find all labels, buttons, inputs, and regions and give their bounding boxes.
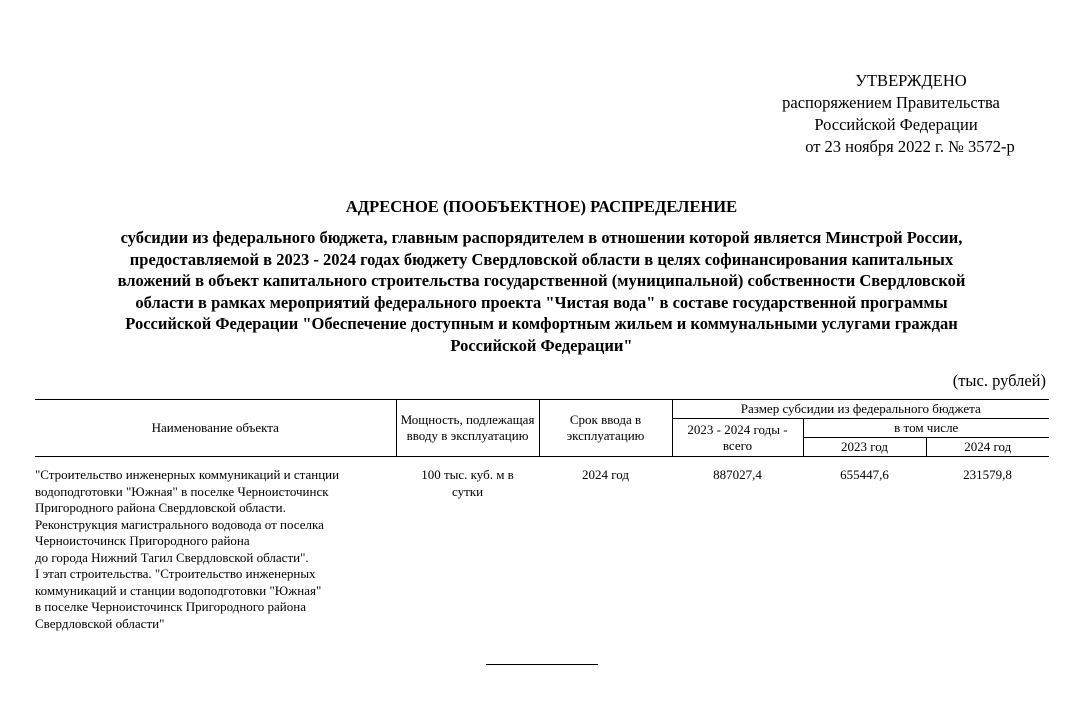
object-name-line: Реконструкция магистрального водовода от поселка	[35, 516, 324, 532]
subtitle-line: области в рамках мероприятий федерального проекта "Чистая вода" в составе государственной программы	[135, 292, 948, 312]
units-label: (тыс. рублей)	[952, 371, 1046, 390]
object-name-line: Свердловской области"	[35, 615, 165, 631]
object-name-line: I этап строительства. "Строительство инженерных	[35, 566, 316, 581]
subtitle-line: предоставляемой в 2023 - 2024 годах бюджету Свердловской области в целях софинансирования капитальных	[129, 249, 954, 269]
approval-block	[741, 70, 1041, 158]
object-name-line: до города Нижний Тагил Свердловской области".	[35, 549, 309, 565]
header-2023: 2023 год	[803, 438, 926, 457]
object-name-line: "Строительство инженерных коммуникаций и станции	[35, 467, 340, 482]
total-cell: 887027,4	[713, 467, 762, 482]
header-2024: 2024 год	[926, 438, 1049, 457]
object-name-line: Пригородного района Свердловской области.	[35, 500, 286, 515]
approval-date-number: от 23 ноября 2022 г. № 3572-р	[805, 137, 1015, 156]
object-name-cell	[35, 457, 396, 633]
object-name-line: в поселке Черноисточинск Пригородного района	[35, 599, 306, 614]
object-name-line: водоподготовки "Южная" в поселке Черноисточинск	[35, 483, 329, 499]
header-object-name: Наименование объекта	[35, 400, 396, 457]
subtitle-line: Российской Федерации "Обеспечение доступным и комфортным жильем и коммунальными услугами граждан	[125, 314, 958, 333]
document-subtitle	[40, 227, 1043, 356]
approval-authority: распоряжением Правительства	[782, 93, 1000, 112]
approval-stamp: УТВЕРЖДЕНО	[855, 71, 967, 90]
object-name-line: коммуникаций и станции водоподготовки "Южная"	[35, 582, 322, 598]
header-total: 2023 - 2024 годы - всего	[672, 419, 803, 457]
distribution-table	[35, 399, 1049, 632]
header-capacity: Мощность, подлежащая вводу в эксплуатацию	[396, 400, 539, 457]
capacity-cell	[396, 457, 539, 633]
header-term: Срок ввода в эксплуатацию	[539, 400, 672, 457]
end-divider	[486, 664, 598, 665]
header-subsidy: Размер субсидии из федерального бюджета	[672, 400, 1049, 419]
approval-government: Российской Федерации	[814, 115, 978, 134]
value-2024-cell: 231579,8	[963, 467, 1012, 482]
value-2023-cell: 655447,6	[840, 467, 889, 482]
subtitle-line: Российской Федерации"	[450, 335, 633, 355]
subtitle-line: субсидии из федерального бюджета, главным распорядителем в отношении которой является Минстрой России,	[120, 228, 963, 247]
subtitle-line: вложений в объект капитального строительства государственной (муниципальной) собственности Свердловской	[117, 271, 966, 290]
document-title: АДРЕСНОЕ (ПООБЪЕКТНОЕ) РАСПРЕДЕЛЕНИЕ	[345, 197, 738, 216]
table-row	[35, 457, 1049, 633]
term-cell: 2024 год	[582, 467, 629, 482]
capacity-value: 100 тыс. куб. м в сутки	[421, 467, 514, 499]
object-name-line: Черноисточинск Пригородного района	[35, 533, 250, 548]
header-including: в том числе	[803, 419, 1049, 438]
